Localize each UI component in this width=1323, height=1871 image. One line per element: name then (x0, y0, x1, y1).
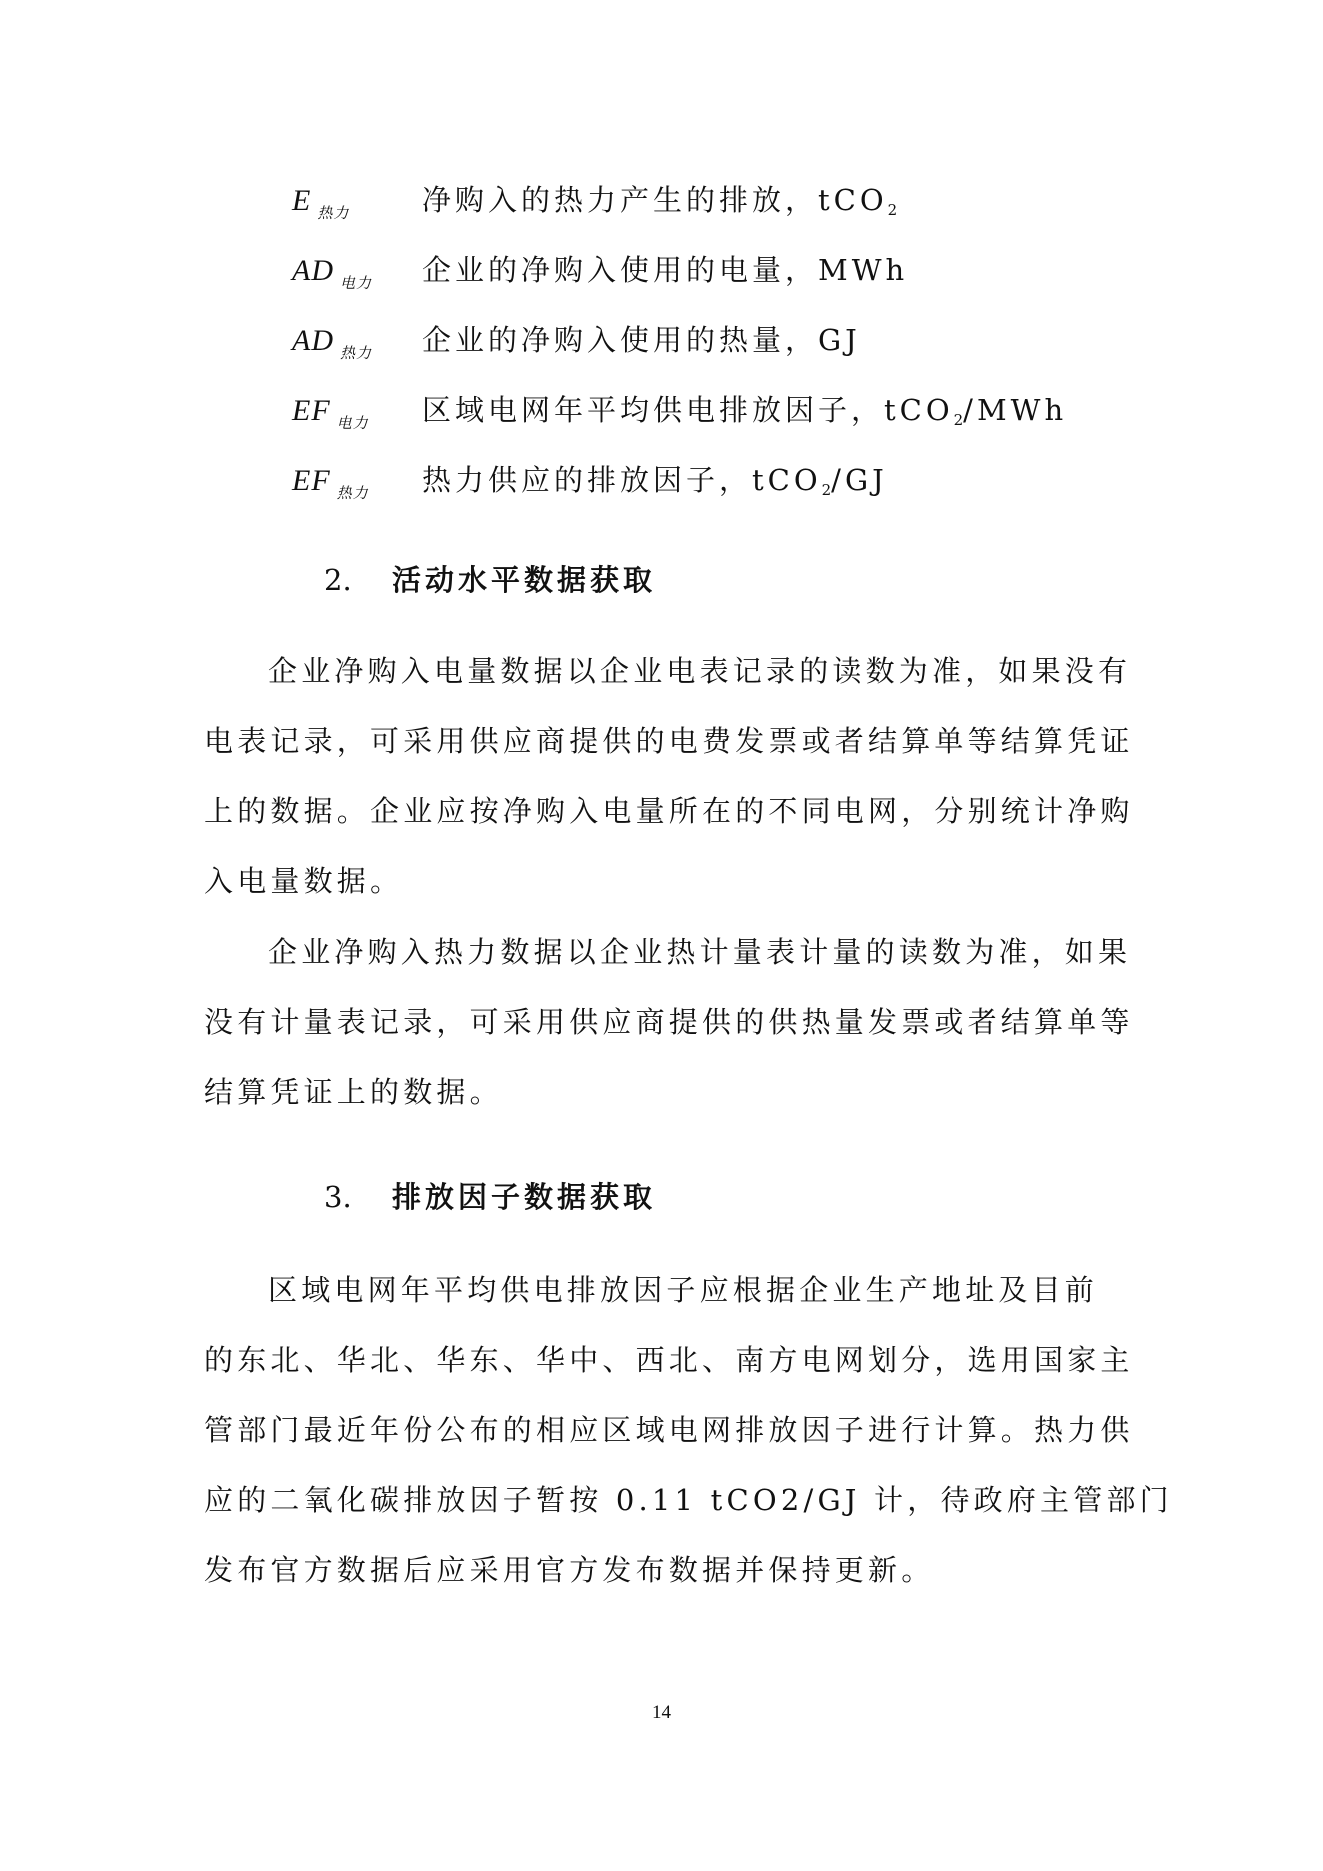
section-number: 2. (324, 563, 352, 597)
definition-symbol: EF $_{电力}$ (292, 394, 369, 432)
paragraph-line: 没有计量表记录，可采用供应商提供的供热量发票或者结算单等 (204, 1005, 1134, 1039)
paragraph-line: 应的二氧化碳排放因子暂按 0.11 tCO2/GJ 计，待政府主管部门 (204, 1483, 1173, 1517)
definition-description: 区域电网年平均供电排放因子，tCO$_2$/MWh (422, 393, 1068, 429)
definition-description: 企业的净购入使用的热量，GJ (422, 323, 861, 357)
paragraph-line: 入电量数据。 (204, 864, 404, 898)
paragraph-line: 发布官方数据后应采用官方发布数据并保持更新。 (204, 1553, 935, 1587)
section-number: 3. (324, 1180, 352, 1214)
definition-row (292, 458, 888, 508)
paragraph-line: 的东北、华北、华东、华中、西北、南方电网划分，选用国家主 (204, 1343, 1134, 1377)
definition-row (292, 248, 908, 298)
symbol-subscript: 热力 (317, 206, 350, 222)
paragraph-line: 电表记录，可采用供应商提供的电费发票或者结算单等结算凭证 (204, 724, 1134, 758)
page-number: 14 (652, 1702, 671, 1723)
symbol-subscript: 热力 (336, 486, 369, 502)
symbol-subscript: 电力 (340, 276, 373, 292)
definition-symbol: EF $_{热力}$ (292, 464, 369, 502)
paragraph-line: 上的数据。企业应按净购入电量所在的不同电网，分别统计净购 (204, 794, 1134, 828)
definition-row (292, 388, 1067, 438)
paragraph-line: 管部门最近年份公布的相应区域电网排放因子进行计算。热力供 (204, 1413, 1134, 1447)
definition-description: 企业的净购入使用的电量，MWh (422, 253, 909, 287)
definition-row (292, 318, 861, 368)
paragraph-line: 结算凭证上的数据。 (204, 1075, 503, 1109)
definition-row (292, 178, 897, 228)
paragraph-line: 区域电网年平均供电排放因子应根据企业生产地址及目前 (268, 1273, 1099, 1307)
section-title: 排放因子数据获取 (392, 1180, 657, 1214)
definition-description: 热力供应的排放因子，tCO$_2$/GJ (422, 463, 888, 499)
definition-symbol: AD $_{热力}$ (292, 324, 373, 362)
paragraph (204, 917, 1134, 1127)
definition-symbol: AD $_{电力}$ (292, 254, 373, 292)
section-heading (324, 558, 656, 608)
paragraph-line: 企业净购入热力数据以企业热计量表计量的读数为准，如果 (268, 935, 1132, 969)
definition-symbol: E $_{热力}$ (292, 184, 350, 222)
section-heading (324, 1175, 656, 1225)
symbol-subscript: 电力 (336, 416, 369, 432)
definition-description: 净购入的热力产生的排放，tCO$_2$ (422, 183, 898, 219)
paragraph-line: 企业净购入电量数据以企业电表记录的读数为准，如果没有 (268, 654, 1132, 688)
paragraph (204, 1255, 1173, 1605)
paragraph (204, 636, 1134, 916)
symbol-subscript: 热力 (340, 346, 373, 362)
section-title: 活动水平数据获取 (392, 563, 657, 597)
